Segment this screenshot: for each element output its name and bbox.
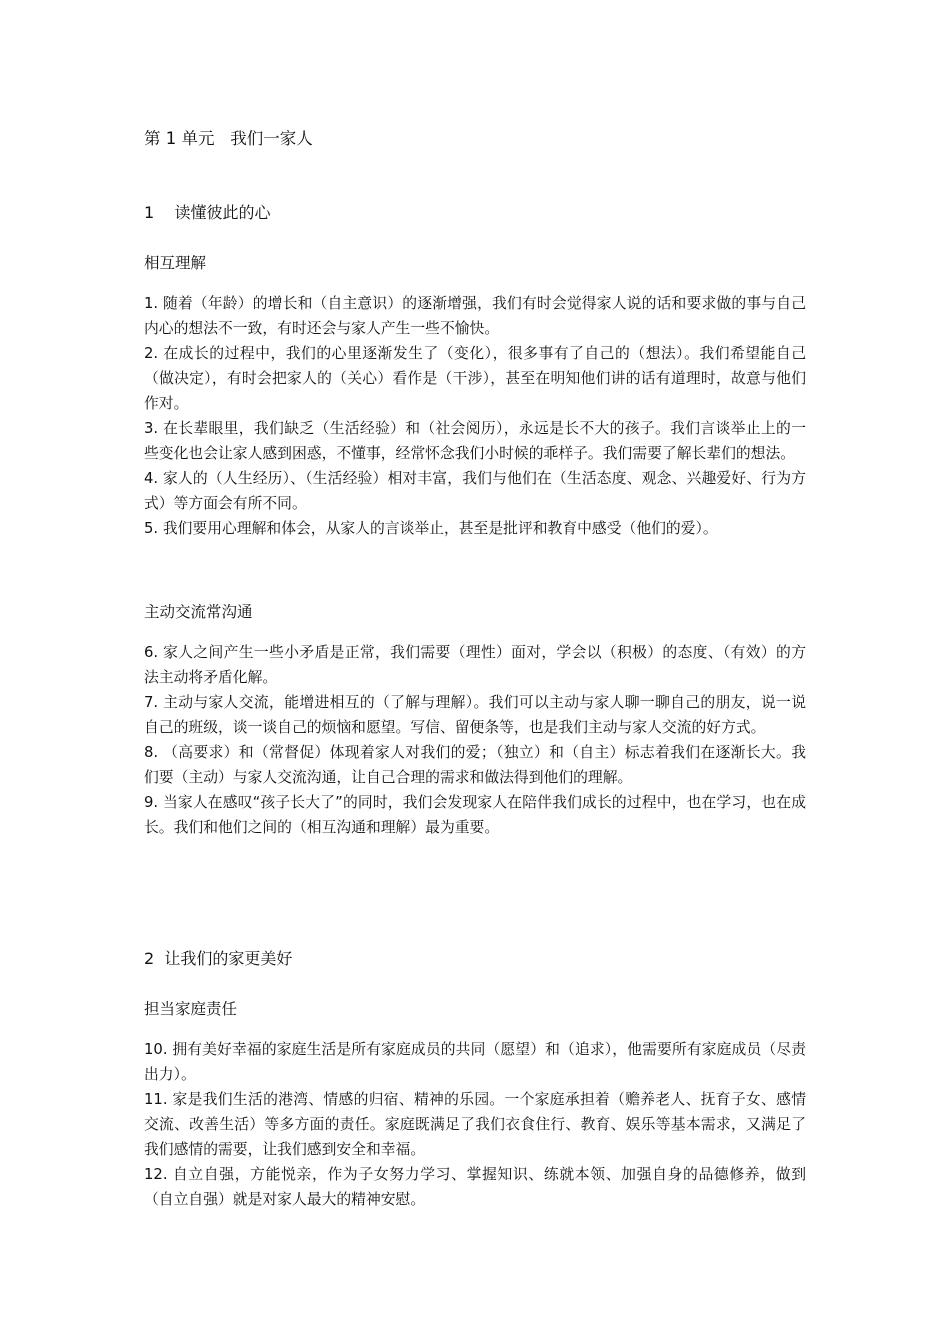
lesson-title: 2 让我们的家更美好 bbox=[144, 949, 293, 968]
paragraph: 6. 家人之间产生一些小矛盾是正常，我们需要（理性）面对，学会以（积极）的态度、（有效）的方法主动将矛盾化解。 bbox=[144, 644, 806, 686]
paragraph: 4. 家人的（人生经历）、（生活经验）相对丰富，我们与他们在（生活态度、观念、兴趣爱好、行为方式）等方面会有所不同。 bbox=[144, 470, 806, 512]
lesson-title: 1 读懂彼此的心 bbox=[144, 203, 271, 222]
section-heading: 担当家庭责任 bbox=[144, 1000, 238, 1018]
paragraph-group bbox=[144, 1037, 806, 1212]
section-heading: 主动交流常沟通 bbox=[144, 603, 253, 621]
paragraph: 9. 当家人在感叹“孩子长大了”的同时，我们会发现家人在陪伴我们成长的过程中，也在学习，也在成长。我们和他们之间的（相互沟通和理解）最为重要。 bbox=[144, 794, 806, 836]
paragraph: 8. （高要求）和（常督促）体现着家人对我们的爱；（独立）和（自主）标志着我们在逐渐长大。我们要（主动）与家人交流沟通，让自己合理的需求和做法得到他们的理解。 bbox=[144, 744, 806, 786]
paragraph-group bbox=[144, 640, 806, 840]
paragraph-group bbox=[144, 291, 806, 541]
paragraph: 11. 家是我们生活的港湾、情感的归宿、精神的乐园。一个家庭承担着（赡养老人、抚育子女、感情交流、改善生活）等多方面的责任。家庭既满足了我们衣食住行、教育、娱乐等基本需求，又满足了我们感情的需要，让我们感到安全和幸福。 bbox=[144, 1091, 806, 1158]
unit-title: 第 1 单元 我们一家人 bbox=[144, 129, 313, 148]
paragraph: 3. 在长辈眼里，我们缺乏（生活经验）和（社会阅历），永远是长不大的孩子。我们言谈举止上的一些变化也会让家人感到困惑，不懂事，经常怀念我们小时候的乖样子。我们需要了解长辈们的想法。 bbox=[144, 420, 806, 462]
paragraph: 1. 随着（年龄）的增长和（自主意识）的逐渐增强，我们有时会觉得家人说的话和要求做的事与自己内心的想法不一致，有时还会与家人产生一些不愉快。 bbox=[144, 295, 806, 337]
paragraph: 7. 主动与家人交流，能增进相互的（了解与理解）。我们可以主动与家人聊一聊自己的朋友，说一说自己的班级，谈一谈自己的烦恼和愿望。写信、留便条等，也是我们主动与家人交流的好方式。 bbox=[144, 694, 806, 736]
paragraph: 2. 在成长的过程中，我们的心里逐渐发生了（变化），很多事有了自己的（想法）。我们希望能自己（做决定），有时会把家人的（关心）看作是（干涉），甚至在明知他们讲的话有道理时，故意与他们作对。 bbox=[144, 345, 806, 412]
section-heading: 相互理解 bbox=[144, 254, 207, 272]
paragraph: 5. 我们要用心理解和体会，从家人的言谈举止，甚至是批评和教育中感受（他们的爱）。 bbox=[144, 520, 718, 537]
paragraph: 12. 自立自强，方能悦亲，作为子女努力学习、掌握知识、练就本领、加强自身的品德修养，做到（自立自强）就是对家人最大的精神安慰。 bbox=[144, 1166, 806, 1208]
paragraph: 10. 拥有美好幸福的家庭生活是所有家庭成员的共同（愿望）和（追求），他需要所有家庭成员（尽责出力）。 bbox=[144, 1041, 806, 1083]
